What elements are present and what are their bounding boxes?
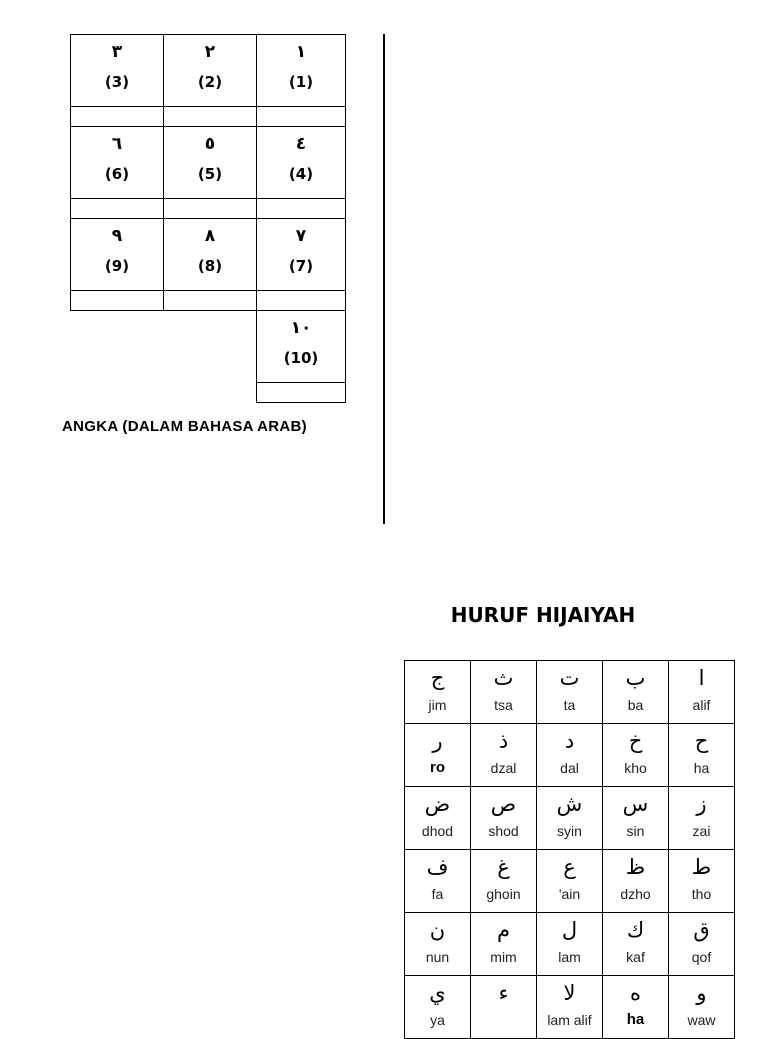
arabic-letter: ص bbox=[490, 792, 517, 816]
number-blank-cell bbox=[71, 107, 164, 127]
letter-name: 'ain bbox=[558, 886, 581, 902]
numbers-spacer-row bbox=[71, 383, 346, 403]
letter-name: kho bbox=[624, 760, 647, 776]
letter-name: ha bbox=[693, 760, 710, 776]
letter-name: dhod bbox=[421, 823, 454, 839]
numbers-row bbox=[71, 219, 346, 291]
arabic-letter: ق bbox=[693, 918, 710, 942]
arabic-letter: ب bbox=[625, 666, 646, 690]
numbers-spacer-row bbox=[71, 291, 346, 311]
arabic-letter: ه bbox=[629, 981, 641, 1005]
hijaiyah-cell bbox=[471, 976, 537, 1039]
hijaiyah-cell bbox=[537, 724, 603, 787]
number-cell bbox=[257, 35, 346, 107]
arabic-letter: و bbox=[696, 981, 707, 1005]
hijaiyah-cell bbox=[603, 787, 669, 850]
arabic-letter: لا bbox=[563, 981, 576, 1005]
number-blank-cell bbox=[257, 291, 346, 311]
letter-name: tho bbox=[691, 886, 712, 902]
letter-name: mim bbox=[490, 949, 517, 965]
arabic-letter: ذ bbox=[498, 729, 509, 753]
number-blank-cell bbox=[257, 107, 346, 127]
number-blank-cell bbox=[257, 383, 346, 403]
hijaiyah-cell bbox=[603, 913, 669, 976]
latin-numeral: (1) bbox=[288, 73, 314, 91]
arabic-letter: د bbox=[564, 729, 575, 753]
number-blank-cell bbox=[71, 199, 164, 219]
arabic-letter: ج bbox=[430, 666, 445, 690]
latin-numeral: (8) bbox=[197, 257, 223, 275]
arabic-letter: ا bbox=[698, 666, 705, 690]
hijaiyah-row bbox=[405, 787, 735, 850]
hijaiyah-cell bbox=[405, 913, 471, 976]
numbers-row bbox=[71, 35, 346, 107]
hijaiyah-cell bbox=[669, 913, 735, 976]
hijaiyah-cell bbox=[471, 913, 537, 976]
latin-numeral: (7) bbox=[288, 257, 314, 275]
arabic-letter: ك bbox=[626, 918, 645, 942]
arabic-letter: م bbox=[496, 918, 510, 942]
vertical-divider bbox=[383, 34, 385, 524]
arabic-letter: ت bbox=[559, 666, 580, 690]
letter-name: ta bbox=[563, 697, 576, 713]
letter-name: kaf bbox=[626, 949, 645, 965]
number-cell bbox=[164, 35, 257, 107]
letter-name: waw bbox=[687, 1012, 716, 1028]
hijaiyah-cell bbox=[405, 976, 471, 1039]
hijaiyah-row bbox=[405, 913, 735, 976]
numbers-caption: ANGKA (DALAM BAHASA ARAB) bbox=[62, 418, 307, 435]
arabic-letter: خ bbox=[628, 729, 643, 753]
letter-name: zai bbox=[692, 823, 711, 839]
arabic-letter: ز bbox=[696, 792, 707, 816]
letter-name: alif bbox=[692, 697, 711, 713]
arabic-letter: غ bbox=[497, 855, 510, 879]
hijaiyah-cell bbox=[405, 724, 471, 787]
arabic-numeral: ٤ bbox=[295, 134, 307, 154]
letter-name: ro bbox=[430, 759, 445, 776]
hijaiyah-title: HURUF HIJAIYAH bbox=[450, 603, 636, 627]
letter-name: qof bbox=[691, 949, 712, 965]
arabic-numbers-table bbox=[70, 34, 346, 403]
hijaiyah-row bbox=[405, 661, 735, 724]
arabic-letter: ل bbox=[561, 918, 578, 942]
letter-name: sin bbox=[626, 823, 645, 839]
hijaiyah-cell bbox=[669, 976, 735, 1039]
hijaiyah-table bbox=[404, 660, 735, 1039]
number-blank-cell bbox=[164, 199, 257, 219]
letter-name: lam bbox=[558, 949, 581, 965]
letter-name: ghoin bbox=[486, 886, 521, 902]
hijaiyah-cell bbox=[603, 850, 669, 913]
arabic-letter: ع bbox=[563, 855, 576, 879]
number-blank-cell bbox=[164, 291, 257, 311]
empty-cell bbox=[164, 311, 257, 383]
number-cell bbox=[71, 219, 164, 291]
hijaiyah-cell bbox=[471, 724, 537, 787]
arabic-numeral: ٨ bbox=[204, 226, 216, 246]
arabic-letter: ض bbox=[424, 792, 451, 816]
number-cell bbox=[71, 35, 164, 107]
hijaiyah-cell bbox=[603, 724, 669, 787]
hijaiyah-cell bbox=[471, 661, 537, 724]
number-blank-cell bbox=[257, 199, 346, 219]
hijaiyah-cell bbox=[405, 661, 471, 724]
hijaiyah-cell bbox=[537, 787, 603, 850]
hijaiyah-cell bbox=[537, 913, 603, 976]
arabic-letter: ر bbox=[432, 729, 443, 753]
number-cell bbox=[257, 127, 346, 199]
number-cell bbox=[257, 311, 346, 383]
letter-name: dzho bbox=[620, 886, 651, 902]
number-blank-cell bbox=[164, 107, 257, 127]
letter-name: lam alif bbox=[547, 1012, 592, 1028]
number-blank-cell bbox=[71, 291, 164, 311]
hijaiyah-row bbox=[405, 850, 735, 913]
number-cell bbox=[164, 219, 257, 291]
letter-name: syin bbox=[557, 823, 582, 839]
arabic-numeral: ٧ bbox=[295, 226, 307, 246]
latin-numeral: (3) bbox=[104, 73, 130, 91]
arabic-numeral: ٩ bbox=[111, 226, 123, 246]
hijaiyah-cell bbox=[537, 850, 603, 913]
hijaiyah-cell bbox=[405, 850, 471, 913]
arabic-letter: ش bbox=[556, 792, 583, 816]
latin-numeral: (5) bbox=[197, 165, 223, 183]
number-blank-cell bbox=[71, 383, 164, 403]
empty-cell bbox=[71, 311, 164, 383]
number-blank-cell bbox=[164, 383, 257, 403]
latin-numeral: (6) bbox=[104, 165, 130, 183]
numbers-spacer-row bbox=[71, 199, 346, 219]
arabic-numeral: ١ bbox=[295, 42, 307, 62]
letter-name: ba bbox=[627, 697, 644, 713]
latin-numeral: (10) bbox=[283, 349, 319, 367]
letter-name: nun bbox=[425, 949, 450, 965]
arabic-letter: ف bbox=[426, 855, 449, 879]
hijaiyah-cell bbox=[669, 787, 735, 850]
number-cell bbox=[257, 219, 346, 291]
hijaiyah-row bbox=[405, 724, 735, 787]
hijaiyah-cell bbox=[537, 661, 603, 724]
arabic-letter: ط bbox=[691, 855, 712, 879]
arabic-letter: س bbox=[622, 792, 649, 816]
arabic-numeral: ١٠ bbox=[290, 318, 312, 338]
arabic-letter: ء bbox=[498, 981, 509, 1005]
letter-name: fa bbox=[431, 886, 444, 902]
letter-name: ha bbox=[626, 1011, 645, 1028]
hijaiyah-cell bbox=[471, 787, 537, 850]
letter-name: tsa bbox=[494, 697, 513, 713]
hijaiyah-cell bbox=[669, 850, 735, 913]
hijaiyah-cell bbox=[669, 661, 735, 724]
hijaiyah-cell bbox=[537, 976, 603, 1039]
arabic-letter: ي bbox=[429, 981, 446, 1005]
arabic-numeral: ٥ bbox=[204, 134, 216, 154]
latin-numeral: (9) bbox=[104, 257, 130, 275]
arabic-letter: ح bbox=[694, 729, 709, 753]
arabic-letter: ث bbox=[493, 666, 514, 690]
numbers-row bbox=[71, 127, 346, 199]
numbers-row bbox=[71, 311, 346, 383]
letter-name: ya bbox=[430, 1012, 445, 1028]
arabic-numeral: ٣ bbox=[111, 42, 123, 62]
letter-name: jim bbox=[428, 697, 447, 713]
letter-name: dzal bbox=[490, 760, 517, 776]
number-cell bbox=[164, 127, 257, 199]
hijaiyah-cell bbox=[603, 661, 669, 724]
arabic-letter: ن bbox=[429, 918, 446, 942]
hijaiyah-cell bbox=[405, 787, 471, 850]
latin-numeral: (4) bbox=[288, 165, 314, 183]
arabic-numeral: ٢ bbox=[204, 42, 216, 62]
arabic-letter: ظ bbox=[625, 855, 646, 879]
latin-numeral: (2) bbox=[197, 73, 223, 91]
letter-name: shod bbox=[488, 823, 519, 839]
hijaiyah-cell bbox=[603, 976, 669, 1039]
number-cell bbox=[71, 127, 164, 199]
hijaiyah-row bbox=[405, 976, 735, 1039]
hijaiyah-cell bbox=[471, 850, 537, 913]
hijaiyah-cell bbox=[669, 724, 735, 787]
numbers-spacer-row bbox=[71, 107, 346, 127]
letter-name: dal bbox=[560, 760, 579, 776]
arabic-numeral: ٦ bbox=[111, 134, 123, 154]
